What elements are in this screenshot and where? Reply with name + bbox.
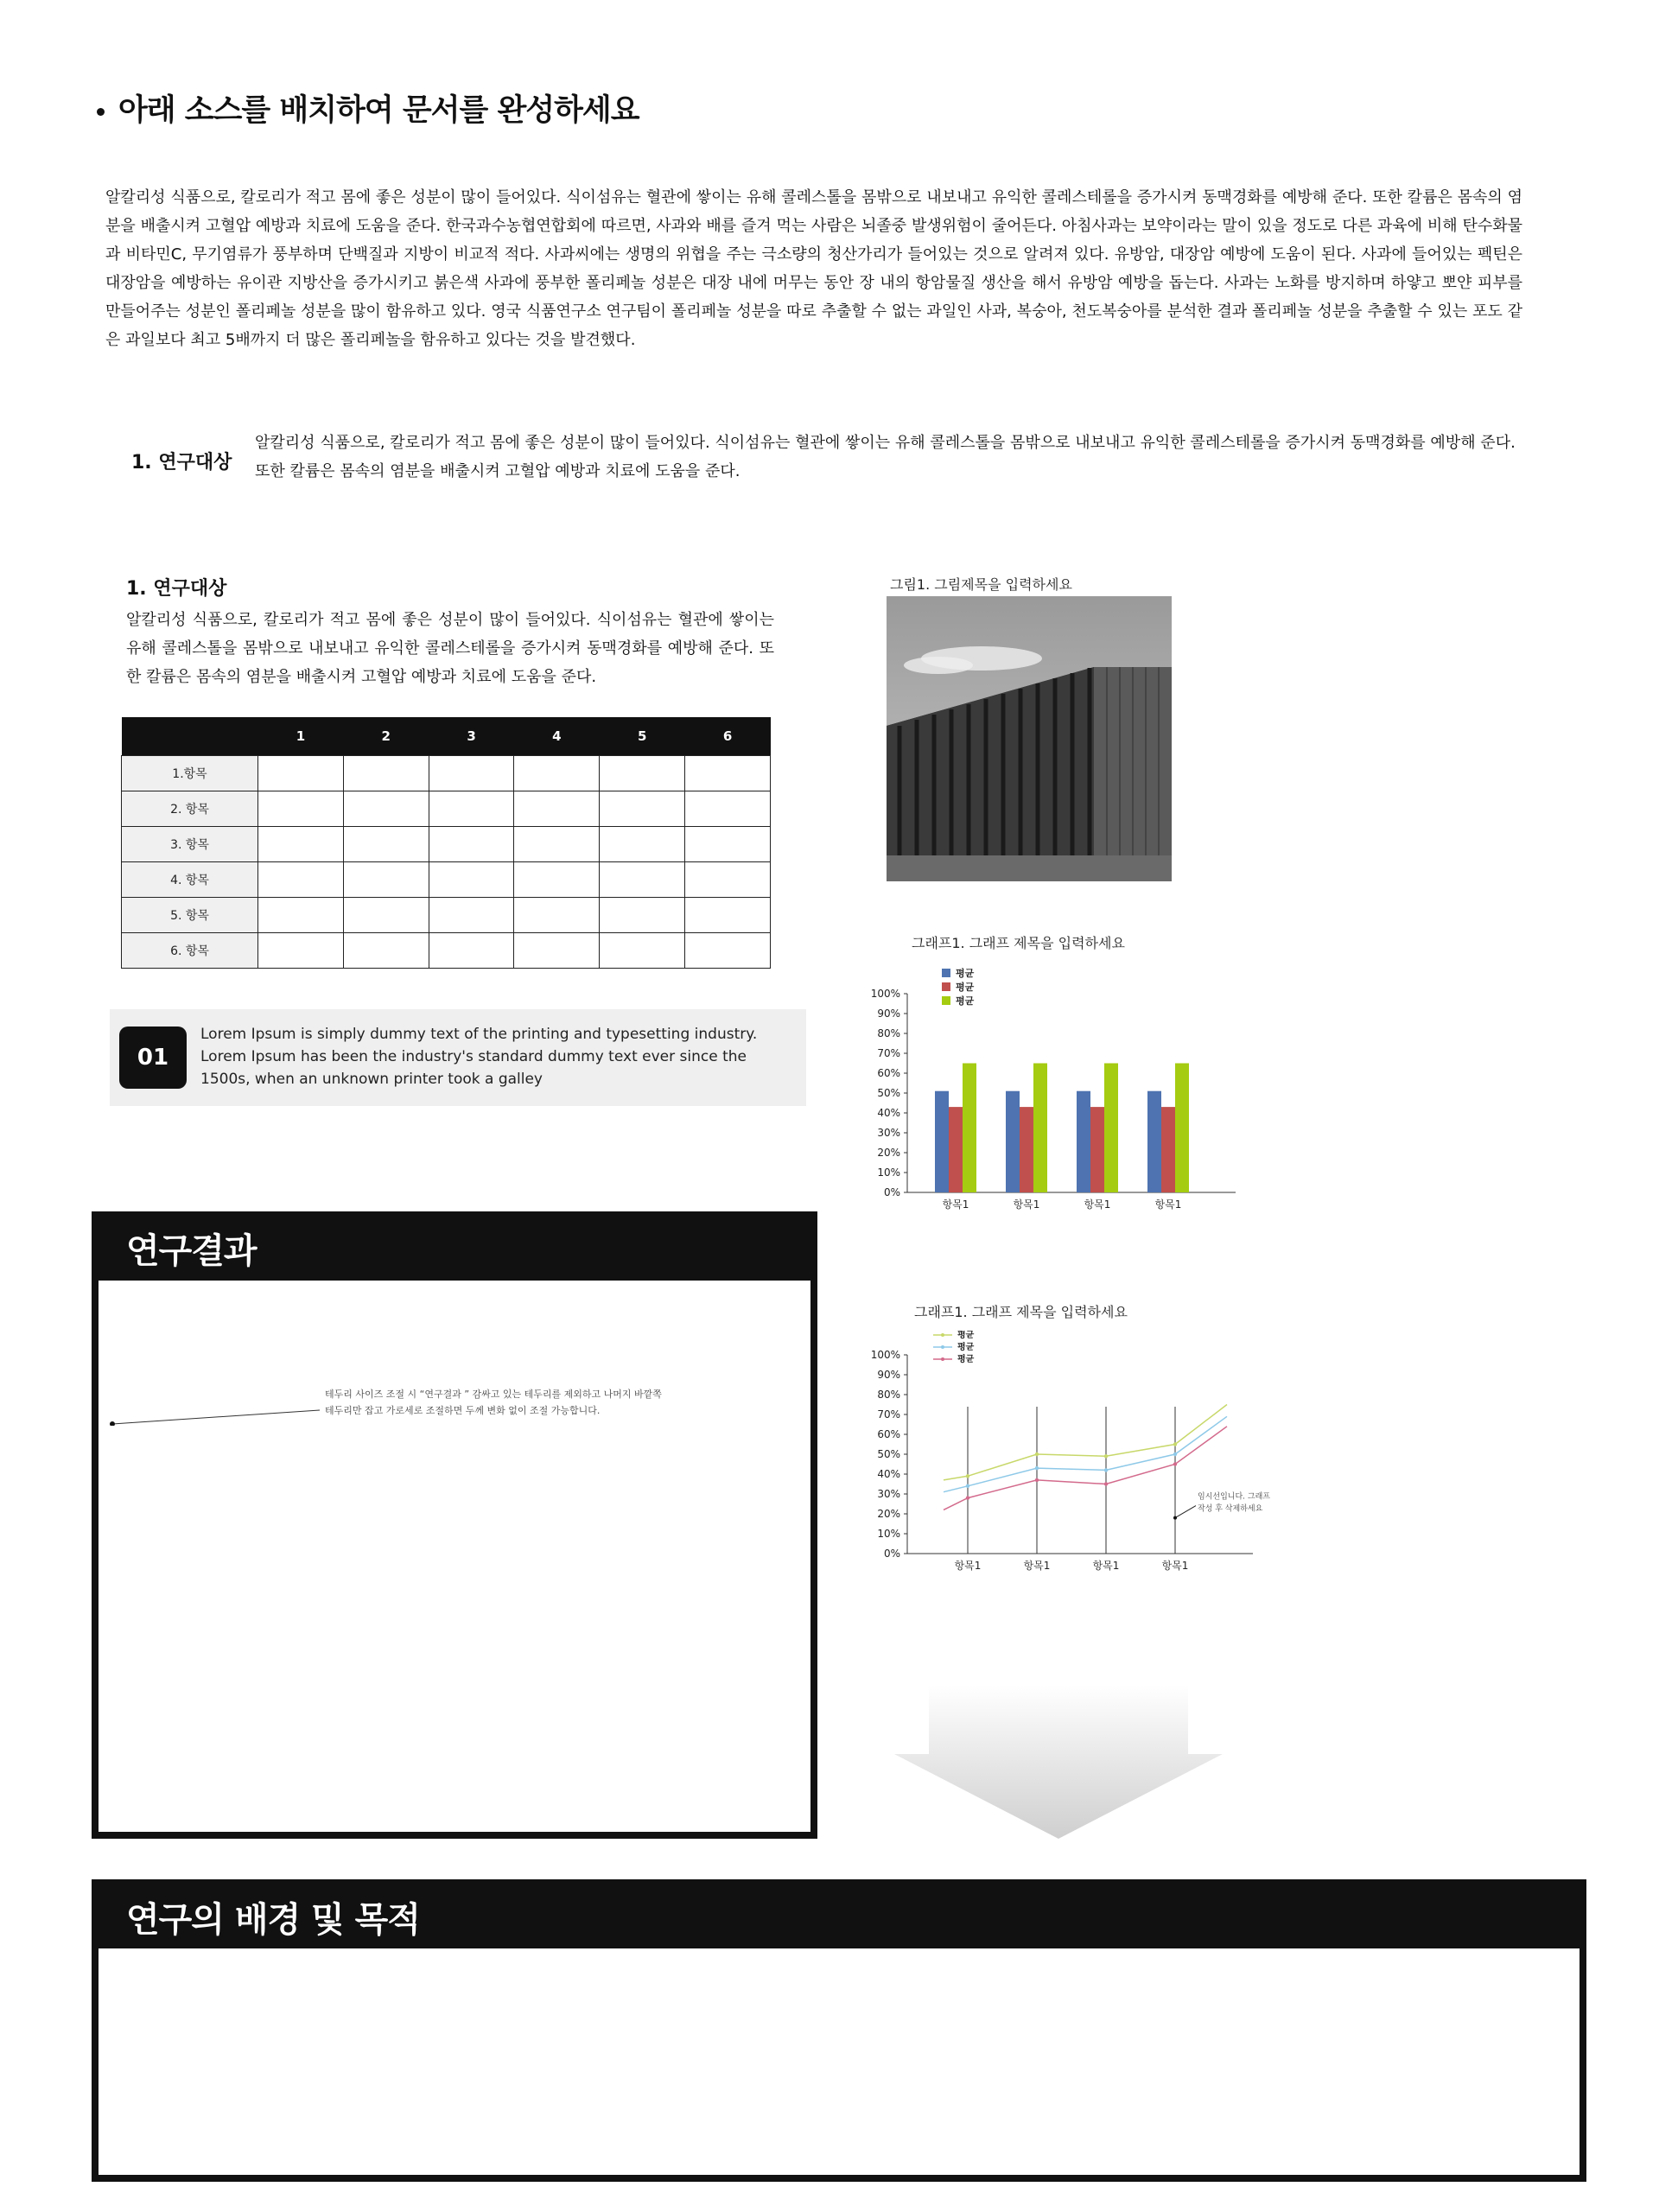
bar [963, 1064, 976, 1193]
table-header-row [122, 717, 771, 755]
table-header-cell: 5 [600, 717, 685, 755]
series-line [944, 1405, 1227, 1480]
section-text: 알칼리성 식품으로, 칼로리가 적고 몸에 좋은 성분이 많이 들어있다. 식이섬유는 혈관에 쌓이는 유해 콜레스톨을 몸밖으로 내보내고 유익한 콜레스테롤을 증가시켜 동맥경화를 예방해 준다. 또한 칼륨은 몸속의 염분을 배출시켜 고혈압 예방과 치료에 도움을 준다. [126, 611, 774, 686]
legend-swatch [942, 996, 950, 1005]
table-cell [258, 861, 344, 897]
result-panel [92, 1211, 817, 1839]
y-tick-label: 40% [877, 1468, 900, 1480]
legend-marker [941, 1357, 944, 1361]
bar [1104, 1064, 1118, 1193]
table-cell [343, 791, 429, 826]
legend-swatch [942, 969, 950, 977]
table-cell [429, 897, 514, 932]
data-point [1104, 1482, 1108, 1485]
table-cell [258, 932, 344, 968]
intro-text: 알칼리성 식품으로, 칼로리가 적고 몸에 좋은 성분이 많이 들어있다. 식이섬유는 혈관에 쌓이는 유해 콜레스톨을 몸밖으로 내보내고 유익한 콜레스테롤을 증가시켜 동맥경화를 예방해 준다. 또한 칼륨은 몸속의 염분을 배출시켜 고혈압 예방과 치료에 도움을 준다. [255, 434, 1516, 480]
y-tick-label: 40% [877, 1107, 900, 1119]
table-cell [600, 932, 685, 968]
legend-swatch [942, 982, 950, 991]
y-tick-label: 100% [870, 1349, 900, 1361]
annotation-text: 임시선입니다. 그래프 [1198, 1492, 1270, 1502]
table-cell [258, 755, 344, 791]
body-paragraph: 알칼리성 식품으로, 칼로리가 적고 몸에 좋은 성분이 많이 들어있다. 식이섬유는 혈관에 쌓이는 유해 콜레스톨을 몸밖으로 내보내고 유익한 콜레스테롤을 증가시켜 동맥경화를 예방해 준다. 또한 칼륨은 몸속의 염분을 배출시켜 고혈압 예방과 치료에 도움을 준다. 한국과수농협연합회에 따르면, 사과와 배를 즐겨 먹는 사람은 뇌졸중 발생위험이 줄어든다. 아침사과는 보약이라는 말이 있을 정도로 다른 과육에 비해 탄수화물과 비타민C, 무기염류가 풍부하며 단백질과 지방이 비교적 적다. 사과씨에는 생명의 위협을 주는 극소량의 청산가리가 들어있는 것으로 알려져 있다. 유방암, 대장암 예방에 도움이 된다. 사과에 들어있는 펙틴은 대장암을 예방하는 유이관 지방산을 증가시키고 붉은색 사과에 풍부한 폴리페놀 성분은 대장 내에 머무는 동안 장 내의 항암물질 생산을 해서 유방암 예방을 돕는다. 사과는 노화를 방지하며 하얗고 뽀얀 피부를 만들어주는 성분인 폴리페놀 성분을 많이 함유하고 있다. 영국 식품연구소 연구팀이 폴리페놀 성분을 따로 추출할 수 없는 과일인 사과, 복숭아, 천도복숭아를 분석한 결과 폴리페놀 성분을 추출할 수 있는 포도 같은 과일보다 최고 5배까지 더 많은 폴리페놀을 함유하고 있다는 것을 발견했다. [105, 188, 1522, 349]
series-line [944, 1427, 1227, 1510]
y-tick-label: 100% [870, 988, 900, 1000]
bar-chart [860, 959, 1249, 1218]
table-cell [600, 755, 685, 791]
bar [1006, 1091, 1020, 1192]
bar [1090, 1107, 1104, 1192]
table-cell [514, 861, 600, 897]
result-note: 테두리 사이즈 조절 시 “연구결과 ” 감싸고 있는 테두리를 제외하고 나머지 바깥쪽 테두리만 잡고 가로세로 조절하면 두께 변화 없이 조절 가능합니다. [325, 1389, 662, 1416]
data-point [1104, 1468, 1108, 1471]
bar [1020, 1107, 1033, 1192]
table-row [122, 755, 771, 791]
data-point [1035, 1452, 1039, 1456]
table-header-cell: 2 [343, 717, 429, 755]
table-header-cell: 4 [514, 717, 600, 755]
table-cell [343, 861, 429, 897]
bar-chart-title: 그래프1. 그래프 제목을 입력하세요 [912, 935, 1125, 951]
table-row [122, 826, 771, 861]
down-arrow-icon [894, 1685, 1223, 1840]
x-tick-label: 항목1 [1013, 1198, 1040, 1211]
y-tick-label: 60% [877, 1067, 900, 1079]
legend-label: 평균 [957, 1331, 975, 1340]
note-number-badge: 01 [119, 1027, 187, 1089]
heading-text: 아래 소스를 배치하여 문서를 완성하세요 [118, 93, 639, 128]
table-cell [685, 791, 771, 826]
page-heading [97, 86, 639, 130]
row-label: 5. 항목 [122, 897, 258, 932]
table-cell [429, 791, 514, 826]
legend-marker [941, 1333, 944, 1337]
y-tick-label: 70% [877, 1047, 900, 1059]
line-chart-title: 그래프1. 그래프 제목을 입력하세요 [914, 1304, 1128, 1320]
series-line [944, 1416, 1227, 1491]
legend-marker [941, 1345, 944, 1349]
table-cell [429, 826, 514, 861]
table-cell [685, 861, 771, 897]
table-row [122, 791, 771, 826]
y-tick-label: 30% [877, 1488, 900, 1500]
x-tick-label: 항목1 [954, 1560, 982, 1572]
legend-label: 평균 [957, 1343, 975, 1352]
table-cell [514, 897, 600, 932]
table-cell [514, 932, 600, 968]
table-header-cell [122, 717, 258, 755]
table-cell [343, 932, 429, 968]
y-tick-label: 30% [877, 1127, 900, 1139]
row-label: 4. 항목 [122, 861, 258, 897]
bar [1161, 1107, 1175, 1192]
table-cell [514, 826, 600, 861]
bar [1077, 1091, 1090, 1192]
y-tick-label: 0% [883, 1186, 900, 1198]
table-row [122, 861, 771, 897]
data-point [966, 1474, 969, 1478]
bar [1175, 1064, 1189, 1193]
pointer-line [104, 1400, 328, 1426]
data-point [1173, 1442, 1177, 1446]
x-tick-label: 항목1 [1161, 1560, 1189, 1572]
table-cell [514, 755, 600, 791]
y-tick-label: 70% [877, 1408, 900, 1421]
legend-label: 평균 [956, 968, 975, 979]
table-cell [258, 826, 344, 861]
table-header-cell: 3 [429, 717, 514, 755]
table-cell [429, 755, 514, 791]
row-label: 1.항목 [122, 755, 258, 791]
data-table [121, 717, 771, 969]
y-tick-label: 20% [877, 1508, 900, 1520]
annotation-dot [1173, 1516, 1177, 1520]
bar [935, 1091, 949, 1192]
row-label: 6. 항목 [122, 932, 258, 968]
data-point [1104, 1454, 1108, 1458]
intro-label: 1. 연구대상 [131, 452, 232, 474]
figure-caption: 그림1. 그림제목을 입력하세요 [890, 576, 1072, 593]
table-cell [685, 932, 771, 968]
result-title: 연구결과 [126, 1231, 257, 1271]
data-point [1035, 1478, 1039, 1482]
data-point [966, 1484, 969, 1488]
table-cell [685, 826, 771, 861]
bullet-icon [97, 108, 105, 116]
data-point [1035, 1466, 1039, 1470]
table-cell [343, 826, 429, 861]
table-header-cell: 1 [258, 717, 344, 755]
legend-label: 평균 [956, 982, 975, 993]
row-label: 2. 항목 [122, 791, 258, 826]
x-tick-label: 항목1 [942, 1198, 969, 1211]
y-tick-label: 20% [877, 1147, 900, 1159]
table-cell [514, 791, 600, 826]
table-cell [343, 755, 429, 791]
annotation-text: 작성 후 삭제하세요 [1198, 1504, 1263, 1514]
y-tick-label: 80% [877, 1389, 900, 1401]
y-tick-label: 50% [877, 1448, 900, 1460]
table-cell [600, 791, 685, 826]
table-cell [600, 897, 685, 932]
x-tick-label: 항목1 [1084, 1198, 1111, 1211]
table-cell [685, 755, 771, 791]
table-cell [600, 826, 685, 861]
x-tick-label: 항목1 [1154, 1198, 1182, 1211]
data-point [1173, 1452, 1177, 1456]
data-point [966, 1496, 969, 1499]
y-tick-label: 0% [883, 1548, 900, 1560]
row-label: 3. 항목 [122, 826, 258, 861]
y-tick-label: 80% [877, 1027, 900, 1039]
legend-label: 평균 [957, 1355, 975, 1364]
table-cell [685, 897, 771, 932]
legend-label: 평균 [956, 995, 975, 1007]
table-row [122, 932, 771, 968]
y-tick-label: 10% [877, 1528, 900, 1540]
table-cell [429, 932, 514, 968]
table-header-cell: 6 [685, 717, 771, 755]
y-tick-label: 60% [877, 1428, 900, 1440]
y-tick-label: 10% [877, 1166, 900, 1179]
x-tick-label: 항목1 [1023, 1560, 1051, 1572]
table-cell [258, 791, 344, 826]
x-tick-label: 항목1 [1092, 1560, 1120, 1572]
table-cell [258, 897, 344, 932]
note-text: Lorem Ipsum is simply dummy text of the printing and typesetting industry. Lorem Ipsum has been the industry's standard dummy text ever since the 1500s, when an unknown printer took a galley [200, 1026, 758, 1088]
annotation-pointer [1175, 1506, 1196, 1518]
line-chart [860, 1331, 1309, 1590]
bar [1033, 1064, 1047, 1193]
table-cell [343, 897, 429, 932]
section-title: 1. 연구대상 [126, 578, 227, 600]
y-tick-label: 90% [877, 1369, 900, 1381]
y-tick-label: 50% [877, 1087, 900, 1099]
data-point [1173, 1462, 1177, 1465]
table-row [122, 897, 771, 932]
building-photo [887, 596, 1172, 881]
table-cell [429, 861, 514, 897]
y-tick-label: 90% [877, 1007, 900, 1020]
bar [1147, 1091, 1161, 1192]
table-cell [600, 861, 685, 897]
bar [949, 1107, 963, 1192]
background-title: 연구의 배경 및 목적 [126, 1900, 420, 1940]
